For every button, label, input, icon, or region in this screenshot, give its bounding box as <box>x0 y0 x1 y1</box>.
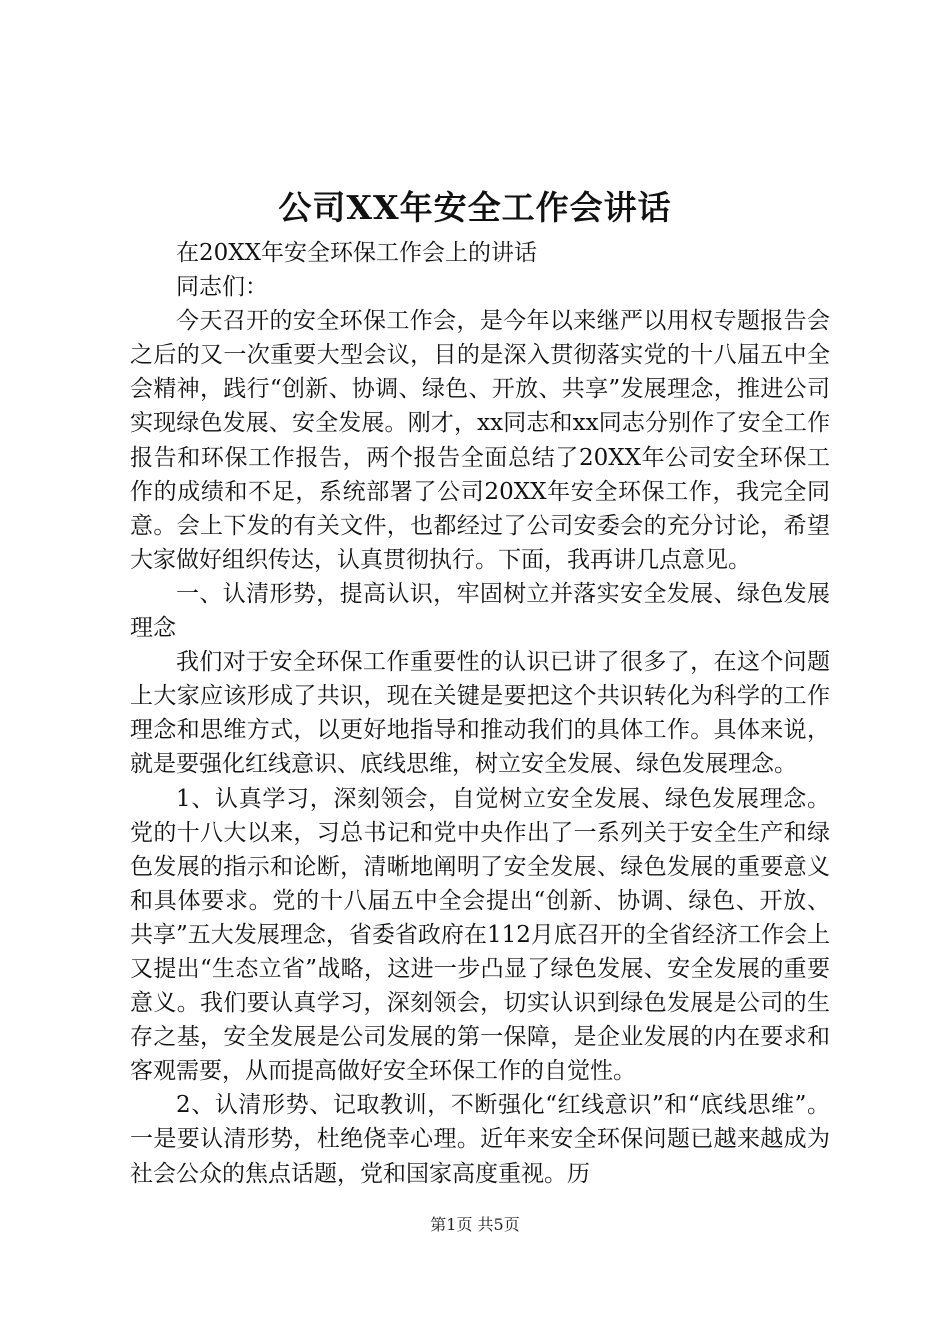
section-heading-1: 一、认清形势，提高认识，牢固树立并落实安全发展、绿色发展理念 <box>130 580 830 642</box>
salutation: 同志们： <box>176 274 268 301</box>
document-title: 公司XX年安全工作会讲话 <box>278 188 672 227</box>
paragraph-point-1: 1、认真学习，深刻领会，自觉树立安全发展、绿色发展理念。党的十八大以来，习总书记和党中央作出了一系列关于安全生产和绿色发展的指示和论断，清晰地阐明了安全发展、绿色发展的重要意义和具体要求。党的十八届五中全会提出“创新、协调、绿色、开放、共享”五大发展理念，省委省政府在112月底召开的全省经济工作会上又提出“生态立省”战略，这进一步凸显了绿色发展、安全发展的重要意义。我们要认真学习，深刻领会，切实认识到绿色发展是公司的生存之基，安全发展是公司发展的第一保障，是企业发展的内在要求和客观需要，从而提高做好安全环保工作的自觉性。 <box>130 785 830 1085</box>
paragraph-point-2: 2、认清形势、记取教训，不断强化“红线意识”和“底线思维”。一是要认清形势，杜绝侥幸心理。近年来安全环保问题已越来越成为社会公众的焦点话题，党和国家高度重视。历 <box>130 1092 830 1187</box>
document-body <box>130 236 830 1191</box>
page-number-footer: 第1页 共5页 <box>430 1215 520 1234</box>
paragraph-section-1-intro: 我们对于安全环保工作重要性的认识已讲了很多了，在这个问题上大家应该形成了共识，现在关键是要把这个共识转化为科学的工作理念和思维方式，以更好地指导和推动我们的具体工作。具体来说，就是要强化红线意识、底线思维，树立安全发展、绿色发展理念。 <box>130 649 830 778</box>
paragraph-opening: 今天召开的安全环保工作会，是今年以来继严以用权专题报告会之后的又一次重要大型会议，目的是深入贯彻落实党的十八届五中全会精神，践行“创新、协调、绿色、开放、共享”发展理念，推进公司实现绿色发展、安全发展。刚才，xx同志和xx同志分别作了安全工作报告和环保工作报告，两个报告全面总结了20XX年公司安全环保工作的成绩和不足，系统部署了公司20XX年安全环保工作，我完全同意。会上下发的有关文件，也都经过了公司安委会的充分讨论，希望大家做好组织传达，认真贯彻执行。下面，我再讲几点意见。 <box>130 308 830 573</box>
subtitle-line: 在20XX年安全环保工作会上的讲话 <box>176 240 538 266</box>
